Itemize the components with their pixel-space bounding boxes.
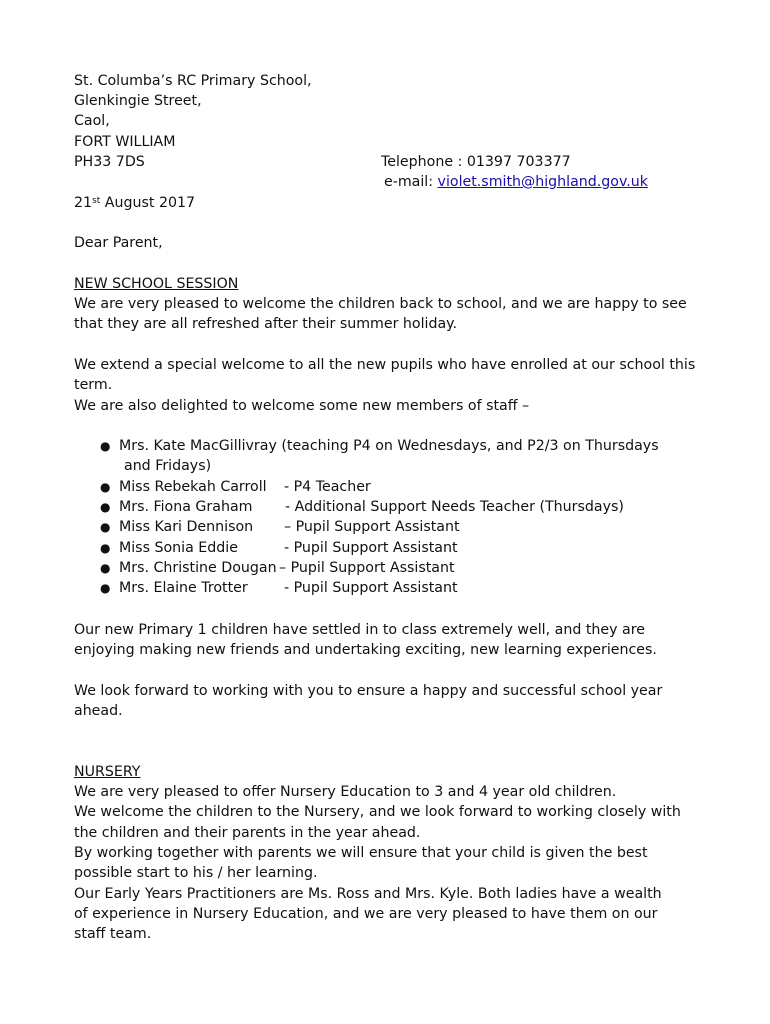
staff-item-role: – Pupil Support Assistant — [284, 519, 460, 535]
paragraph-new-pupils-line1: We extend a special welcome to all the new pupils who have enrolled at our school this — [74, 357, 696, 373]
nursery-line5: possible start to his / her learning. — [74, 865, 318, 881]
date-day: 21 — [74, 195, 93, 211]
bullet-icon: ● — [100, 439, 111, 453]
nursery-line3: the children and their parents in the year ahead. — [74, 825, 421, 841]
staff-item-name: Miss Kari Dennison — [119, 519, 254, 535]
bullet-icon: ● — [100, 500, 111, 514]
staff-item-name: Miss Rebekah Carroll — [119, 479, 267, 495]
paragraph-look-forward-line2: ahead. — [74, 703, 123, 719]
bullet-icon: ● — [100, 581, 111, 595]
date-suffix: st — [92, 196, 101, 206]
nursery-line7: of experience in Nursery Education, and we are very pleased to have them on our — [74, 906, 658, 922]
staff-item-name: Mrs. Kate MacGillivray (teaching P4 on Wednesdays, and P2/3 on Thursdays — [119, 438, 659, 454]
staff-item-role: - Pupil Support Assistant — [284, 540, 458, 556]
paragraph-primary1-line1: Our new Primary 1 children have settled in to class extremely well, and they are — [74, 622, 645, 638]
telephone: Telephone : 01397 703377 — [381, 154, 571, 170]
staff-item-role: – Pupil Support Assistant — [279, 560, 455, 576]
email-link[interactable]: violet.smith@highland.gov.uk — [437, 174, 648, 190]
bullet-icon: ● — [100, 520, 111, 534]
bullet-icon: ● — [100, 480, 111, 494]
paragraph-welcome-line1: We are very pleased to welcome the children back to school, and we are happy to see — [74, 296, 687, 312]
paragraph-welcome-line2: that they are all refreshed after their summer holiday. — [74, 316, 458, 332]
staff-item-name: Mrs. Fiona Graham — [119, 499, 253, 515]
nursery-line1: We are very pleased to offer Nursery Education to 3 and 4 year old children. — [74, 784, 617, 800]
heading-nursery: NURSERY — [74, 764, 141, 780]
address-postcode: PH33 7DS — [74, 154, 145, 170]
date-rest: August 2017 — [100, 195, 196, 211]
paragraph-new-staff: We are also delighted to welcome some new members of staff – — [74, 398, 530, 414]
email-label: e-mail: — [384, 174, 438, 190]
nursery-line2: We welcome the children to the Nursery, and we look forward to working closely with — [74, 804, 681, 820]
paragraph-primary1-line2: enjoying making new friends and undertaking exciting, new learning experiences. — [74, 642, 657, 658]
salutation: Dear Parent, — [74, 235, 163, 251]
nursery-line6: Our Early Years Practitioners are Ms. Ross and Mrs. Kyle. Both ladies have a wealth — [74, 886, 662, 902]
staff-item-continuation: and Fridays) — [124, 458, 212, 474]
nursery-line4: By working together with parents we will ensure that your child is given the best — [74, 845, 648, 861]
bullet-icon: ● — [100, 541, 111, 555]
nursery-line8: staff team. — [74, 926, 152, 942]
staff-item-name: Mrs. Elaine Trotter — [119, 580, 248, 596]
paragraph-look-forward-line1: We look forward to working with you to ensure a happy and successful school year — [74, 683, 663, 699]
staff-item-name: Mrs. Christine Dougan — [119, 560, 277, 576]
paragraph-new-pupils-line2: term. — [74, 377, 113, 393]
address-town: FORT WILLIAM — [74, 134, 176, 150]
address-area: Caol, — [74, 113, 110, 129]
staff-item-role: - Pupil Support Assistant — [284, 580, 458, 596]
letter-date — [74, 193, 195, 213]
address-school: St. Columba’s RC Primary School, — [74, 73, 312, 89]
bullet-icon: ● — [100, 561, 111, 575]
address-street: Glenkingie Street, — [74, 93, 202, 109]
staff-item-role: - Additional Support Needs Teacher (Thursdays) — [285, 499, 624, 515]
email-line — [384, 172, 648, 192]
staff-item-name: Miss Sonia Eddie — [119, 540, 238, 556]
heading-new-school-session: NEW SCHOOL SESSION — [74, 276, 239, 292]
staff-item-role: - P4 Teacher — [284, 479, 371, 495]
